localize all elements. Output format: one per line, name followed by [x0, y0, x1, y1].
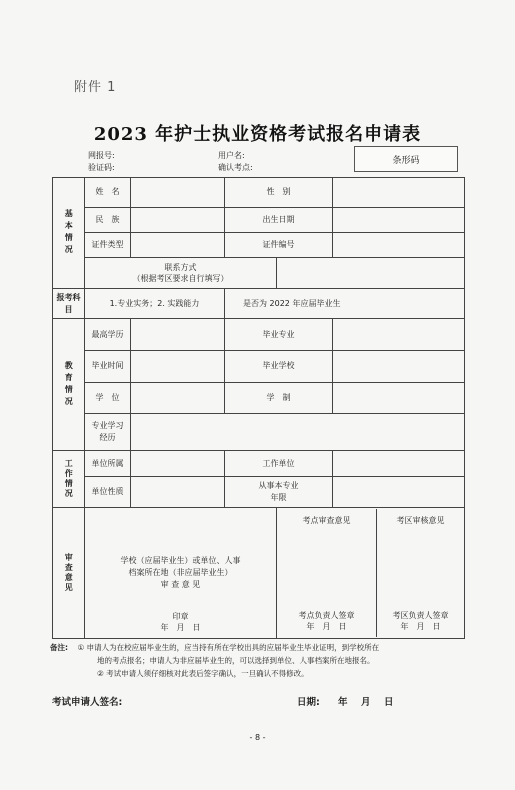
review-site-cell: [277, 509, 377, 637]
id-number-field[interactable]: [333, 232, 465, 257]
review-site-title: 考点审查意见: [302, 515, 351, 525]
web-number-label: 网报号:: [88, 151, 115, 160]
note-item-1a: ① 申请人为在校应届毕业生的，应当持有所在学校出具的应届毕业生毕业证明，到学校所在: [77, 643, 380, 652]
id-number-label: 证件编号: [225, 232, 333, 257]
degree-field[interactable]: [131, 382, 225, 414]
barcode-box: [354, 146, 458, 172]
review-school-seal: 印章: [172, 611, 189, 621]
review-school-line3: 审 查 意 见: [160, 579, 201, 589]
ethnicity-field[interactable]: [131, 207, 225, 232]
contact-label-line2: （根据考区要求自行填写）: [132, 274, 229, 284]
unit-field[interactable]: [131, 450, 225, 476]
experience-label-line1: 专业学习: [91, 421, 124, 431]
page-number: - 8 -: [249, 733, 266, 742]
highest-degree-field[interactable]: [131, 319, 225, 351]
category-review: 审查意见: [53, 507, 85, 638]
applicant-signature-label: 考试申请人签名:: [52, 697, 123, 708]
years-label-line1: 从事本专业: [258, 481, 299, 491]
signature-date-label: 日期:: [297, 697, 320, 708]
username-label: 用户名:: [218, 151, 245, 160]
notes-label: 备注:: [50, 643, 68, 652]
review-school-cell: [85, 507, 277, 638]
form-title: 2023 年护士执业资格考试报名申请表: [93, 124, 422, 145]
name-label: 姓 名: [85, 178, 131, 208]
review-district-sign: 考区负责人签章: [392, 610, 449, 620]
review-site-date: 年 月 日: [306, 622, 347, 632]
system-label: 学 制: [225, 382, 333, 414]
review-district-date: 年 月 日: [400, 622, 441, 632]
category-subjects: 报考科目: [53, 288, 85, 319]
system-field[interactable]: [333, 382, 465, 414]
signature-date-value: 年 月 日: [338, 697, 396, 708]
name-field[interactable]: [131, 178, 225, 208]
unit-nature-label: 单位性质: [85, 477, 131, 508]
review-school-date: 年 月 日: [160, 623, 201, 633]
school-field[interactable]: [333, 350, 465, 382]
experience-label: [85, 414, 131, 451]
id-type-field[interactable]: [131, 232, 225, 257]
experience-label-line2: 经历: [99, 432, 116, 442]
unit-nature-field[interactable]: [131, 477, 225, 508]
category-basic: 基本情况: [53, 178, 85, 289]
gender-label: 性 别: [225, 178, 333, 208]
major-field[interactable]: [333, 319, 465, 351]
category-education: 教育情况: [53, 319, 85, 450]
unit-label: 单位所属: [85, 450, 131, 476]
attachment-label: 附件 1: [74, 80, 117, 95]
workplace-field[interactable]: [333, 450, 465, 476]
verify-code-label: 验证码:: [88, 163, 115, 172]
birth-date-field[interactable]: [333, 207, 465, 232]
barcode-label: 条形码: [392, 155, 420, 166]
notes-section: [50, 641, 460, 680]
id-type-label: 证件类型: [85, 232, 131, 257]
school-label: 毕业学校: [225, 350, 333, 382]
ethnicity-label: 民 族: [85, 207, 131, 232]
grad-time-label: 毕业时间: [85, 350, 131, 382]
application-form-table: [52, 177, 465, 639]
grad-time-field[interactable]: [131, 350, 225, 382]
confirm-site-label: 确认考点:: [218, 163, 253, 172]
graduate-question: 是否为 2022 年应届毕业生: [225, 288, 465, 319]
subjects-value: 1.专业实务；2. 实践能力: [85, 288, 225, 319]
review-school-line1: 学校（应届毕业生）或单位、人事: [120, 556, 241, 566]
note-item-2: ② 考试申请人须仔细核对此表后签字确认，一旦确认不得修改。: [97, 669, 309, 679]
workplace-label: 工作单位: [225, 450, 333, 476]
highest-degree-label: 最高学历: [85, 319, 131, 351]
years-label-line2: 年限: [270, 492, 287, 502]
years-label: [225, 477, 333, 508]
experience-field[interactable]: [131, 414, 465, 451]
degree-label: 学 位: [85, 382, 131, 414]
contact-label: [85, 258, 277, 289]
review-district-cell: [377, 509, 464, 637]
review-school-line2: 档案所在地（非应届毕业生）: [128, 568, 233, 578]
contact-label-line1: 联系方式: [164, 262, 197, 272]
review-district-title: 考区审核意见: [396, 515, 445, 525]
birth-date-label: 出生日期: [225, 207, 333, 232]
gender-field[interactable]: [333, 178, 465, 208]
major-label: 毕业专业: [225, 319, 333, 351]
review-site-sign: 考点负责人签章: [298, 610, 355, 620]
contact-field[interactable]: [277, 258, 465, 289]
note-item-1b: 地的考点报名；申请人为非应届毕业生的，可以选择到单位、人事档案所在地报名。: [97, 656, 375, 666]
years-field[interactable]: [333, 477, 465, 508]
review-site-and-district: [277, 507, 465, 638]
category-work: 工作情况: [53, 450, 85, 507]
